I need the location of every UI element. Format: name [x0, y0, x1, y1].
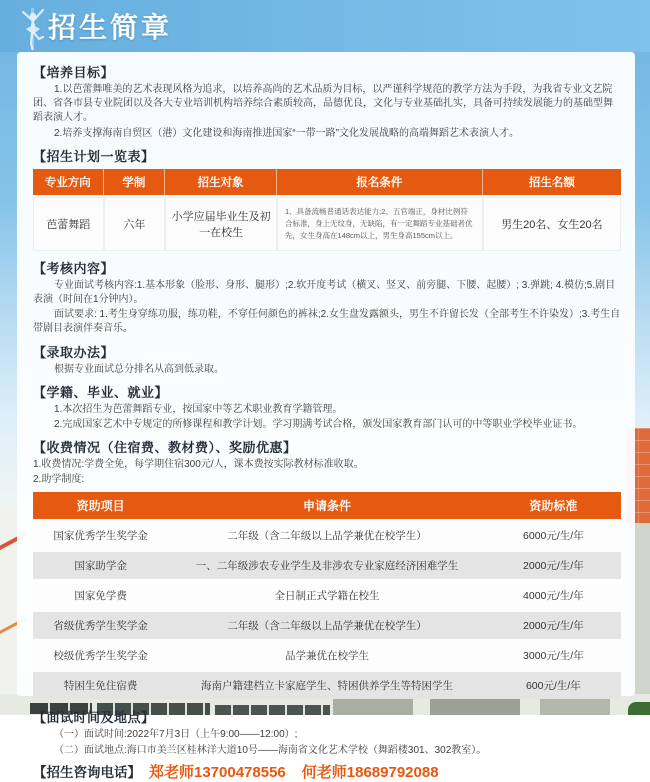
enrollment-plan-table: [33, 167, 621, 253]
table-row: [33, 552, 621, 579]
table-row: [33, 612, 621, 639]
column-header: 资助标准: [486, 492, 621, 519]
photo-greenery: [628, 702, 650, 715]
table-row: [33, 642, 621, 669]
table-row: [33, 197, 621, 251]
content-panel: [17, 52, 635, 781]
column-header: 专业方向: [33, 169, 104, 195]
aid-item: 校级优秀学生奖学金: [33, 642, 168, 669]
aid-item: 国家优秀学生奖学金: [33, 522, 168, 549]
section-heading-status: 【学籍、毕业、就业】: [33, 384, 169, 400]
aid-item: 国家助学金: [33, 552, 168, 579]
assessment-paragraph-2: 面试要求: 1.考生身穿练功服，练功鞋，不穿任何颜色的裤袜;2.女生盘发露额头，男生不许留长发（全部考生不许染发）;3.考生自带剧目表演伴奏音乐。: [33, 309, 621, 335]
table-row: [33, 582, 621, 609]
page-title: 招生简章: [48, 13, 173, 44]
section-heading-plan: 【招生计划一览表】: [33, 148, 155, 164]
aid-criteria: 一、二年级涉农专业学生及非涉农专业家庭经济困难学生: [168, 552, 486, 579]
cell-conditions: 1、具备流畅普通话表达能力;2、五官端正，身材比例符合标准，身上无纹身，无缺陷，有一定舞蹈专业基础者优先，女生身高在148cm以上，男生身高155cm以上。: [277, 197, 483, 251]
aid-item: 国家免学费: [33, 582, 168, 609]
column-header: 招生名额: [483, 169, 621, 195]
column-header: 报名条件: [277, 169, 483, 195]
contact-phone-1: 郑老师13700478556: [149, 763, 286, 781]
cell-target: 小学应届毕业生及初一在校生: [165, 197, 277, 251]
aid-criteria: 二年级（含二年级以上品学兼优在校学生）: [168, 522, 486, 549]
aid-item: 省级优秀学生奖学金: [33, 612, 168, 639]
column-header: 资助项目: [33, 492, 168, 519]
goals-paragraph-2: 2.培养支撑海南自贸区（港）文化建设和海南推进国家“一带一路”文化发展战略的高端舞蹈艺术表演人才。: [54, 127, 519, 139]
aid-amount: 3000元/生/年: [486, 642, 621, 669]
section-heading-fees: 【收费情况（住宿费、教材费）、奖励优惠】: [33, 440, 297, 456]
aid-criteria: 海南户籍建档立卡家庭学生、特困供养学生等特困学生: [168, 672, 486, 699]
interview-time: （一）面试时间:2022年7月3日（上午9:00——12:00）;: [54, 729, 298, 741]
table-row: [33, 672, 621, 699]
contact-label: 【招生咨询电话】: [33, 764, 141, 780]
aid-item: 特困生免住宿费: [33, 672, 168, 699]
column-header: 招生对象: [165, 169, 277, 195]
header-bar: [0, 0, 650, 52]
goals-paragraph-1: 1.以芭蕾舞唯美的艺术表现风格为追求，以培养高尚的艺术品质为目标，以严谨科学规范的教学方法为手段，为我省专业文艺院团、省各市县专业院团以及各大专业培训机构培养综合素质较高，品德优良，文化与专业基础扎实，具备可持续发展能力的基础型舞蹈表演人才。: [33, 84, 613, 124]
financial-aid-table: [33, 489, 621, 702]
aid-criteria: 全日制正式学籍在校生: [168, 582, 486, 609]
section-heading-interview: 【面试时间及地点】: [33, 710, 155, 726]
section-heading-goals: 【培养目标】: [33, 65, 115, 80]
fees-paragraph-1: 1.收费情况:学费全免，每学期住宿300元/人，课本费按实际教材标准收取。: [33, 459, 364, 471]
status-paragraph-1: 1.本次招生为芭蕾舞蹈专业，按国家中等艺术职业教育学籍管理。: [54, 403, 343, 415]
contact-phone-2: 何老师18689792088: [301, 763, 439, 781]
cell-major: 芭蕾舞蹈: [33, 197, 104, 251]
aid-amount: 2000元/生/年: [486, 552, 621, 579]
ballerina-icon: [20, 8, 46, 50]
cell-quota: 男生20名、女生20名: [483, 197, 621, 251]
table-header-row: [33, 492, 621, 519]
column-header: 学制: [104, 169, 166, 195]
aid-amount: 6000元/生/年: [486, 522, 621, 549]
fees-paragraph-2: 2.助学制度:: [33, 474, 85, 486]
aid-criteria: 二年级（含二年级以上品学兼优在校学生）: [168, 612, 486, 639]
section-heading-assessment: 【考核内容】: [33, 260, 115, 276]
aid-amount: 2000元/生/年: [486, 612, 621, 639]
interview-location: （二）面试地点:海口市美兰区桂林洋大道10号——海南省文化艺术学校（舞蹈楼301、302教室）。: [54, 744, 487, 756]
aid-amount: 600元/生/年: [486, 672, 621, 699]
section-heading-admission: 【录取办法】: [33, 344, 115, 360]
table-header-row: [33, 169, 621, 195]
column-header: 申请条件: [168, 492, 486, 519]
aid-amount: 4000元/生/年: [486, 582, 621, 609]
aid-criteria: 品学兼优在校学生: [168, 642, 486, 669]
assessment-paragraph-1: 专业面试考核内容:1.基本形象（脸形、身形、腿形）;2.软开度考试（横叉、竖叉、前旁腿、下腰、起腰）; 3.弹跳; 4.模仿;5.剧目表演（时间在1分钟内）。: [33, 279, 616, 305]
cell-years: 六年: [104, 197, 166, 251]
status-paragraph-2: 2.完成国家艺术中专规定的所修课程和教学计划。学习期满考试合格，颁发国家教育部门认可的中等职业学校毕业证书。: [54, 418, 583, 430]
contact-line: [33, 761, 621, 782]
table-row: [33, 522, 621, 549]
admission-paragraph: 根据专业面试总分排名从高到低录取。: [54, 363, 224, 375]
